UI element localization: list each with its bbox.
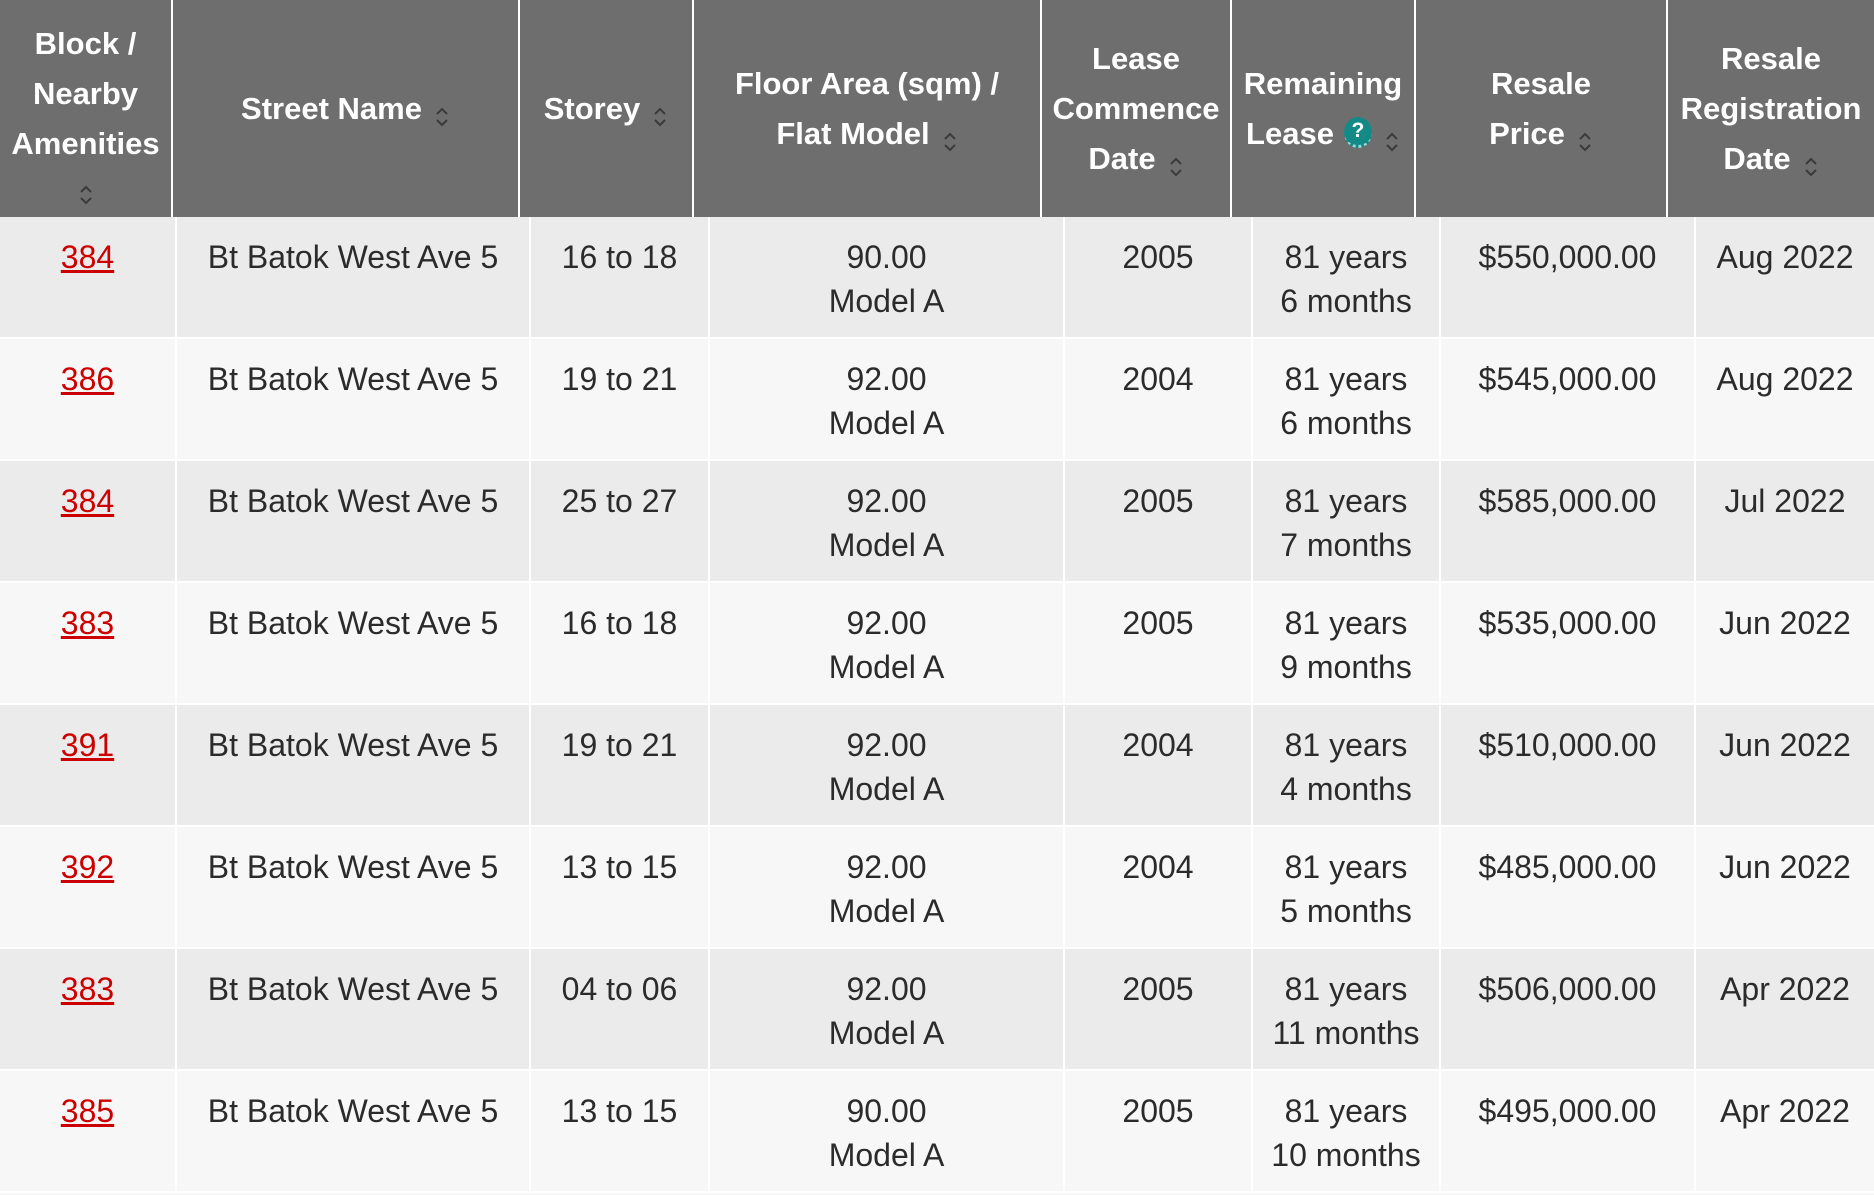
storey-range: 16 to 18: [561, 605, 678, 641]
lease-commence-year: 2005: [1122, 1093, 1194, 1129]
street-name: Bt Batok West Ave 5: [207, 727, 499, 763]
floor-area: 92.00: [846, 361, 927, 397]
column-header-label: [1092, 34, 1180, 84]
registration-date: Apr 2022: [1720, 971, 1850, 1007]
resale-price: $495,000.00: [1478, 1093, 1657, 1129]
sort-icon[interactable]: [1168, 145, 1184, 171]
header-text: Date: [1088, 140, 1156, 176]
cell-registration-date: [1696, 583, 1874, 703]
column-header-label: [1491, 59, 1591, 109]
street-name: Bt Batok West Ave 5: [207, 483, 499, 519]
remaining-years: 81 years: [1284, 1093, 1408, 1129]
header-text: Floor Area (sqm) /: [734, 65, 1000, 101]
lease-commence-year: 2004: [1122, 849, 1194, 885]
floor-area: 92.00: [846, 483, 927, 519]
header-text: Block /: [34, 25, 137, 61]
table-row: [0, 827, 1874, 949]
column-header-label: [11, 119, 159, 169]
cell-block: [0, 949, 177, 1069]
column-header-label: [33, 69, 138, 119]
cell-storey: [531, 461, 710, 581]
remaining-months: 9 months: [1280, 649, 1412, 685]
cell-resale-price: [1441, 1071, 1696, 1191]
registration-date: Aug 2022: [1716, 239, 1854, 275]
cell-street-name: [177, 1071, 531, 1191]
sort-icon[interactable]: [942, 120, 958, 146]
cell-street-name: [177, 705, 531, 825]
column-header-floor-area-flat-model[interactable]: [694, 0, 1042, 217]
flat-model: Model A: [828, 527, 945, 563]
column-header-storey[interactable]: [520, 0, 694, 217]
cell-floor-area: [710, 827, 1065, 947]
sort-icon[interactable]: [1577, 120, 1593, 146]
help-icon[interactable]: ?: [1344, 117, 1372, 148]
header-text: Price: [1489, 115, 1565, 151]
floor-area: 92.00: [846, 849, 927, 885]
column-header-remaining-lease[interactable]: [1232, 0, 1416, 217]
header-text: Resale: [1721, 40, 1821, 76]
table-row: [0, 705, 1874, 827]
cell-resale-price: [1441, 461, 1696, 581]
cell-floor-area: [710, 1071, 1065, 1191]
remaining-years: 81 years: [1284, 483, 1408, 519]
block-link[interactable]: 385: [60, 1093, 115, 1129]
remaining-years: 81 years: [1284, 605, 1408, 641]
column-header-label: [1246, 109, 1400, 159]
header-text: Amenities: [11, 125, 160, 161]
header-text: Registration: [1680, 90, 1862, 126]
header-text: Lease: [1246, 115, 1334, 151]
table-row: [0, 461, 1874, 583]
remaining-years: 81 years: [1284, 361, 1408, 397]
cell-registration-date: [1696, 827, 1874, 947]
header-text: Storey: [543, 90, 641, 126]
cell-registration-date: [1696, 1071, 1874, 1191]
cell-storey: [531, 339, 710, 459]
cell-resale-price: [1441, 705, 1696, 825]
column-header-street-name[interactable]: [173, 0, 520, 217]
cell-block: [0, 339, 177, 459]
table-row: [0, 339, 1874, 461]
cell-remaining-lease: [1253, 461, 1441, 581]
cell-street-name: [177, 583, 531, 703]
floor-area: 92.00: [846, 605, 927, 641]
resale-price: $585,000.00: [1478, 483, 1657, 519]
storey-range: 25 to 27: [561, 483, 678, 519]
cell-remaining-lease: [1253, 217, 1441, 337]
lease-commence-year: 2005: [1122, 971, 1194, 1007]
cell-lease-commence: [1065, 217, 1253, 337]
remaining-months: 7 months: [1280, 527, 1412, 563]
block-link[interactable]: 383: [60, 971, 115, 1007]
cell-storey: [531, 583, 710, 703]
cell-registration-date: [1696, 339, 1874, 459]
cell-resale-price: [1441, 217, 1696, 337]
lease-commence-year: 2005: [1122, 605, 1194, 641]
lease-commence-year: 2005: [1122, 239, 1194, 275]
cell-lease-commence: [1065, 461, 1253, 581]
column-header-label: [1681, 84, 1862, 134]
street-name: Bt Batok West Ave 5: [207, 239, 499, 275]
cell-registration-date: [1696, 705, 1874, 825]
column-header-label: [1723, 134, 1818, 184]
flat-model: Model A: [828, 1137, 945, 1173]
remaining-months: 11 months: [1272, 1015, 1420, 1051]
cell-remaining-lease: [1253, 583, 1441, 703]
cell-registration-date: [1696, 217, 1874, 337]
header-text: Resale: [1491, 65, 1591, 101]
cell-storey: [531, 1071, 710, 1191]
table-row: [0, 949, 1874, 1071]
cell-resale-price: [1441, 583, 1696, 703]
sort-icon[interactable]: [78, 173, 94, 199]
column-header-label: [241, 84, 450, 134]
cell-floor-area: [710, 583, 1065, 703]
cell-storey: [531, 827, 710, 947]
cell-remaining-lease: [1253, 1071, 1441, 1191]
resale-price: $535,000.00: [1478, 605, 1657, 641]
flat-model: Model A: [828, 1015, 945, 1051]
column-header-label: [735, 59, 999, 109]
flat-model: Model A: [828, 283, 945, 319]
resale-price: $545,000.00: [1478, 361, 1657, 397]
registration-date: Aug 2022: [1716, 361, 1854, 397]
sort-icon[interactable]: [434, 95, 450, 121]
cell-resale-price: [1441, 339, 1696, 459]
column-header-label: [1052, 84, 1219, 134]
street-name: Bt Batok West Ave 5: [207, 361, 499, 397]
cell-block: [0, 583, 177, 703]
cell-lease-commence: [1065, 827, 1253, 947]
cell-remaining-lease: [1253, 827, 1441, 947]
street-name: Bt Batok West Ave 5: [207, 605, 499, 641]
column-header-block[interactable]: [0, 0, 173, 217]
sort-icon[interactable]: [652, 95, 668, 121]
street-name: Bt Batok West Ave 5: [207, 971, 499, 1007]
remaining-years: 81 years: [1284, 727, 1408, 763]
column-header-label: [776, 109, 957, 159]
cell-remaining-lease: [1253, 705, 1441, 825]
column-header-label: [1088, 134, 1183, 184]
column-header-label: [1244, 59, 1402, 109]
street-name: Bt Batok West Ave 5: [207, 1093, 499, 1129]
cell-block: [0, 1071, 177, 1191]
column-header-label: [1721, 34, 1821, 84]
cell-storey: [531, 705, 710, 825]
header-text: Street Name: [241, 90, 422, 126]
remaining-months: 5 months: [1280, 893, 1412, 929]
cell-street-name: [177, 461, 531, 581]
storey-range: 13 to 15: [561, 1093, 678, 1129]
cell-resale-price: [1441, 949, 1696, 1069]
cell-lease-commence: [1065, 705, 1253, 825]
header-text: Nearby: [32, 75, 139, 111]
street-name: Bt Batok West Ave 5: [207, 849, 499, 885]
remaining-months: 6 months: [1280, 405, 1412, 441]
remaining-months: 10 months: [1271, 1137, 1421, 1173]
resale-price: $485,000.00: [1478, 849, 1657, 885]
storey-range: 19 to 21: [561, 361, 678, 397]
column-header-resale-registration-date[interactable]: [1668, 0, 1874, 217]
column-header-resale-price[interactable]: [1416, 0, 1668, 217]
cell-lease-commence: [1065, 949, 1253, 1069]
floor-area: 90.00: [846, 1093, 927, 1129]
registration-date: Apr 2022: [1720, 1093, 1850, 1129]
cell-lease-commence: [1065, 583, 1253, 703]
cell-street-name: [177, 949, 531, 1069]
lease-commence-year: 2005: [1122, 483, 1194, 519]
cell-remaining-lease: [1253, 339, 1441, 459]
lease-commence-year: 2004: [1122, 361, 1194, 397]
cell-remaining-lease: [1253, 949, 1441, 1069]
cell-floor-area: [710, 949, 1065, 1069]
cell-registration-date: [1696, 461, 1874, 581]
column-header-label: [544, 84, 668, 134]
cell-lease-commence: [1065, 1071, 1253, 1191]
cell-block: [0, 705, 177, 825]
registration-date: Jun 2022: [1719, 849, 1851, 885]
block-link[interactable]: 386: [60, 361, 115, 397]
remaining-years: 81 years: [1284, 971, 1408, 1007]
table-row: [0, 583, 1874, 705]
column-header-lease-commence-date[interactable]: [1042, 0, 1232, 217]
cell-storey: [531, 949, 710, 1069]
flat-model: Model A: [828, 405, 945, 441]
storey-range: 19 to 21: [561, 727, 678, 763]
registration-date: Jun 2022: [1719, 605, 1851, 641]
cell-block: [0, 217, 177, 337]
header-text: Date: [1723, 140, 1791, 176]
cell-street-name: [177, 339, 531, 459]
cell-resale-price: [1441, 827, 1696, 947]
block-link[interactable]: 384: [60, 483, 115, 519]
flat-model: Model A: [828, 649, 945, 685]
resale-price: $506,000.00: [1478, 971, 1657, 1007]
cell-street-name: [177, 217, 531, 337]
storey-range: 04 to 06: [561, 971, 678, 1007]
cell-street-name: [177, 827, 531, 947]
floor-area: 90.00: [846, 239, 927, 275]
flat-model: Model A: [828, 893, 945, 929]
block-link[interactable]: 392: [60, 849, 115, 885]
cell-floor-area: [710, 461, 1065, 581]
remaining-months: 4 months: [1280, 771, 1412, 807]
cell-floor-area: [710, 339, 1065, 459]
sort-icon[interactable]: [1803, 145, 1819, 171]
floor-area: 92.00: [846, 971, 927, 1007]
column-header-label: [35, 19, 137, 69]
flat-model: Model A: [828, 771, 945, 807]
storey-range: 16 to 18: [561, 239, 678, 275]
floor-area: 92.00: [846, 727, 927, 763]
registration-date: Jun 2022: [1719, 727, 1851, 763]
cell-floor-area: [710, 217, 1065, 337]
table-header: [0, 0, 1874, 217]
block-link[interactable]: 384: [60, 239, 115, 275]
header-text: Flat Model: [776, 115, 930, 151]
lease-commence-year: 2004: [1122, 727, 1194, 763]
header-text: Remaining: [1243, 65, 1403, 101]
storey-range: 13 to 15: [561, 849, 678, 885]
cell-block: [0, 461, 177, 581]
header-text: Lease: [1092, 40, 1180, 76]
cell-storey: [531, 217, 710, 337]
block-link[interactable]: 391: [60, 727, 115, 763]
table-row: [0, 217, 1874, 339]
column-header-label: [1489, 109, 1593, 159]
block-link[interactable]: 383: [60, 605, 115, 641]
remaining-years: 81 years: [1284, 849, 1408, 885]
remaining-months: 6 months: [1280, 283, 1412, 319]
cell-floor-area: [710, 705, 1065, 825]
table-row: [0, 1071, 1874, 1193]
registration-date: Jul 2022: [1724, 483, 1846, 519]
resale-price: $510,000.00: [1478, 727, 1657, 763]
header-text: Commence: [1052, 90, 1220, 126]
cell-registration-date: [1696, 949, 1874, 1069]
sort-icon[interactable]: [1384, 120, 1400, 146]
cell-lease-commence: [1065, 339, 1253, 459]
resale-price: $550,000.00: [1478, 239, 1657, 275]
remaining-years: 81 years: [1284, 239, 1408, 275]
cell-block: [0, 827, 177, 947]
table-body: [0, 217, 1874, 1193]
